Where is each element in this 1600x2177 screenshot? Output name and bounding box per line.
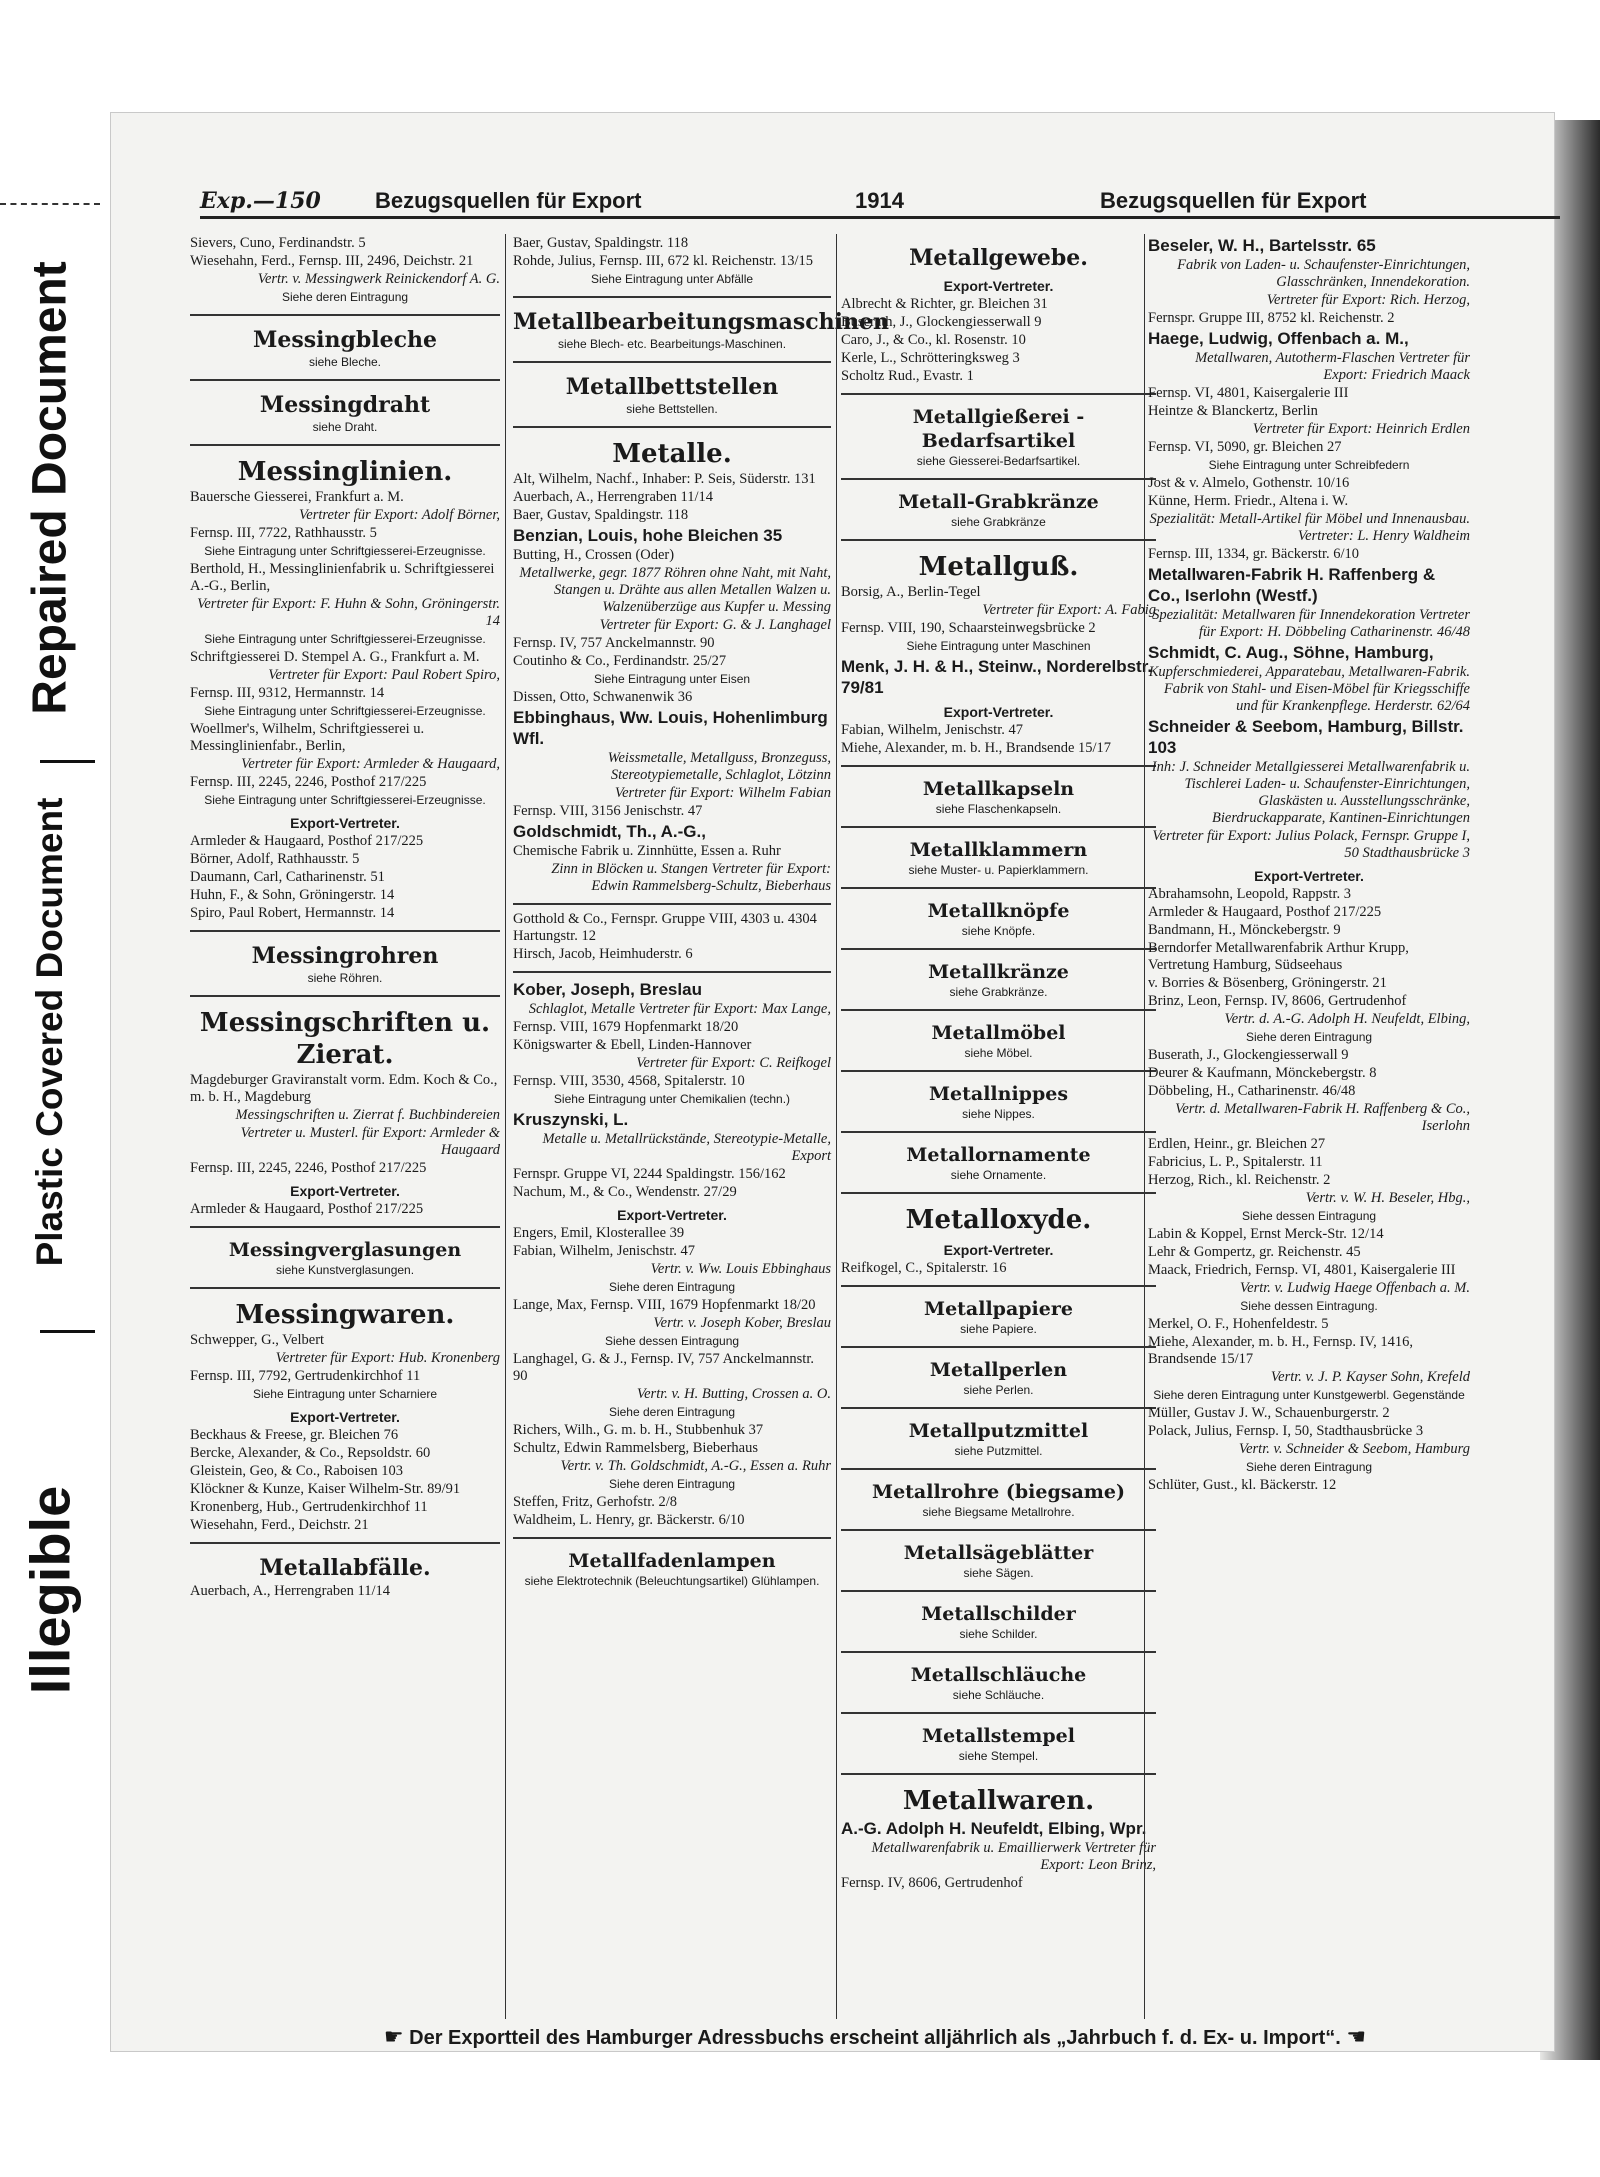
directory-entry: Caro, J., & Co., kl. Rosenstr. 10 [841,332,1026,348]
column-1 [190,234,500,2009]
cross-reference: Siehe Eintragung unter Maschinen [906,639,1091,653]
cross-reference: Siehe Eintragung unter Schreibfedern [1208,458,1410,472]
sidebar [0,0,100,2177]
export-representatives-heading: Export-Vertreter. [943,1242,1054,1258]
section-heading: Metallbearbeitungsmaschinen [513,309,890,335]
section-heading: Metallkränze [928,961,1069,983]
section-rule [841,1070,1156,1072]
header-rule [200,216,1560,219]
column-3 [841,234,1156,2009]
directory-entry: Schriftgiesserei D. Stempel A. G., Frankfurt a. M. [190,649,480,665]
cross-reference: Siehe deren Eintragung [608,1280,736,1294]
header-right-title: Bezugsquellen für Export [1100,188,1367,213]
directory-entry: Polack, Julius, Fernsp. I, 50, Stadthausbrücke 3 [1148,1423,1424,1439]
directory-entry: Schwepper, G., Velbert [190,1332,325,1348]
directory-entry: Albrecht & Richter, gr. Bleichen 31 [841,296,1048,312]
section-rule [513,1537,831,1539]
directory-entry: Chemische Fabrik u. Zinnhütte, Essen a. Ruhr [513,843,781,859]
section-heading: Messingschriften u. Zierat. [199,1008,491,1070]
cross-reference: Siehe deren Eintragung [1245,1460,1373,1474]
directory-entry: Armleder & Haugaard, Posthof 217/225 [190,833,424,849]
section-heading: Metallbettstellen [565,374,779,400]
section-rule [841,393,1156,395]
section-rule [841,1590,1156,1592]
export-representatives-heading: Export-Vertreter. [943,704,1054,720]
section-rule [841,1773,1156,1775]
directory-entry: Lehr & Gompertz, gr. Reichenstr. 45 [1148,1244,1361,1260]
directory-entry: Bercke, Alexander, & Co., Repsoldstr. 60 [190,1445,431,1461]
entry-detail: Vertr. v. Joseph Kober, Breslau [653,1315,831,1331]
directory-entry: Abrahamsohn, Leopold, Rappstr. 3 [1148,886,1351,902]
directory-entry: Fernsp. III, 7722, Rathhausstr. 5 [190,525,377,541]
directory-entry: Beckhaus & Freese, gr. Bleichen 76 [190,1427,399,1443]
directory-entry: Rohde, Julius, Fernsp. III, 672 kl. Reichenstr. 13/15 [513,253,814,269]
directory-entry: Woellmer's, Wilhelm, Schriftgiesserei u. Messinglinienfabr., Berlin, [190,721,425,754]
illegible-label: Illegible [18,1485,82,1695]
cross-reference: siehe Biegsame Metallrohre. [922,1505,1075,1519]
directory-entry: Lange, Max, Fernsp. VIII, 1679 Hopfenmarkt 18/20 [513,1297,816,1313]
section-heading: Metallnippes [928,1083,1069,1105]
entry-detail: Vertreter für Export: Armleder & Haugaard, [241,756,500,772]
section-rule [190,1542,500,1544]
entry-detail: Metallwaren, Autotherm-Flaschen Vertreter für Export: Friedrich Maack [1195,350,1470,383]
directory-entry: Künne, Herm. Friedr., Altena i. W. [1148,493,1349,509]
section-heading: Metallkapseln [922,778,1075,800]
section-rule [841,826,1156,828]
section-heading: Metallschilder [921,1603,1076,1625]
directory-entry: Alt, Wilhelm, Nachf., Inhaber: P. Seis, Süderstr. 131 [513,471,816,487]
cross-reference: siehe Sägen. [963,1566,1034,1580]
directory-entry: Fernsp. III, 7792, Gertrudenkirchhof 11 [190,1368,421,1384]
directory-entry: Fernsp. VIII, 190, Schaarsteinwegsbrücke 2 [841,620,1096,636]
directory-entry: Fernsp. VI, 5090, gr. Bleichen 27 [1148,439,1342,455]
directory-entry: Brinz, Leon, Fernsp. IV, 8606, Gertrudenhof [1148,993,1407,1009]
section-rule [841,1651,1156,1653]
cross-reference: siehe Bettstellen. [626,402,718,416]
directory-entry: Fernsp. III, 2245, 2246, Posthof 217/225 [190,1160,427,1176]
featured-entry: Haege, Ludwig, Offenbach a. M., [1148,329,1409,348]
section-heading: Metallklammern [909,839,1088,861]
directory-entry: Butting, H., Crossen (Oder) [513,547,675,563]
directory-entry: Auerbach, A., Herrengraben 11/14 [513,489,713,505]
cross-reference: siehe Knöpfe. [961,924,1036,938]
directory-entry: Berthold, H., Messinglinienfabrik u. Schriftgiesserei A.-G., Berlin, [190,561,495,594]
entry-detail: Vertr. d. A.-G. Adolph H. Neufeldt, Elbing, [1224,1011,1470,1027]
directory-entry: Fernsp. III, 9312, Hermannstr. 14 [190,685,385,701]
section-heading: Metallpapiere [924,1298,1073,1320]
entry-detail: Schlaglot, Metalle Vertreter für Export: Max Lange, [528,1001,831,1017]
directory-entry: Königswarter & Ebell, Linden-Hannover [513,1037,752,1053]
directory-entry: Dissen, Otto, Schwanenwik 36 [513,689,693,705]
featured-entry: Benzian, Louis, hohe Bleichen 35 [513,526,783,545]
entry-detail: Messingschriften u. Zierrat f. Buchbindereien [235,1107,500,1123]
plastic-covered-label: Plastic Covered Document [29,797,70,1267]
section-rule [841,1407,1156,1409]
directory-entry: Wiesehahn, Ferd., Deichstr. 21 [190,1517,369,1533]
cross-reference: siehe Blech- etc. Bearbeitungs-Maschinen. [557,337,787,351]
directory-entry: Fernsp. VI, 4801, Kaisergalerie III [1148,385,1349,401]
header-left-title: Bezugsquellen für Export [375,188,642,213]
section-rule [841,539,1156,541]
featured-entry: Kruszynski, L. [513,1110,629,1129]
page-header [200,182,1560,216]
cross-reference: siehe Ornamente. [950,1168,1047,1182]
cross-reference: Siehe Eintragung unter Abfälle [590,272,754,286]
entry-detail: Vertr. v. H. Butting, Crossen a. O. [636,1386,831,1402]
entry-detail: Spezialität: Metall-Artikel für Möbel und Innenausbau. Vertreter: L. Henry Waldheim [1149,511,1470,544]
cross-reference: siehe Stempel. [958,1749,1039,1763]
directory-entry: Magdeburger Graviranstalt vorm. Edm. Koch & Co., m. b. H., Magdeburg [190,1072,498,1105]
section-rule [841,1346,1156,1348]
directory-entry: Huhn, F., & Sohn, Gröningerstr. 14 [190,887,395,903]
cross-reference: siehe Giesserei-Bedarfsartikel. [916,454,1081,468]
directory-entry: Klöckner & Kunze, Kaiser Wilhelm-Str. 89/91 [190,1481,461,1497]
entry-detail: Vertr. v. Ludwig Haege Offenbach a. M. [1239,1280,1470,1296]
directory-entry: Kronenberg, Hub., Gertrudenkirchhof 11 [190,1499,428,1515]
scanned-page [110,112,1555,2052]
entry-detail: Metallwerke, gegr. 1877 Röhren ohne Naht, mit Naht, Stangen u. Drähte aus allen Metallen Walzen u. Walzenüberzüge aus Kupfer u. Messing [519,565,831,615]
section-heading: Metallstempel [922,1725,1075,1747]
directory-entry: Engers, Emil, Klosterallee 39 [513,1225,685,1241]
section-heading: Metall-Grabkränze [898,491,1099,513]
section-heading: Metallsägeblätter [903,1542,1094,1564]
cross-reference: siehe Flaschenkapseln. [935,802,1062,816]
section-heading: Metalloxyde. [905,1205,1092,1235]
section-heading: Metallguß. [918,552,1079,582]
entry-detail: Vertr. v. J. P. Kayser Sohn, Krefeld [1270,1369,1470,1385]
featured-entry: Schmidt, C. Aug., Söhne, Hamburg, [1148,643,1434,662]
entry-detail: Vertreter für Export: Heinrich Erdlen [1252,421,1470,437]
directory-entry: Fernspr. Gruppe III, 8752 kl. Reichenstr. 2 [1148,310,1395,326]
section-rule [513,296,831,298]
section-rule [841,1131,1156,1133]
cross-reference: Siehe Eintragung unter Schriftgiesserei-Erzeugnisse. [204,544,486,558]
footer-text: Der Exportteil des Hamburger Adressbuchs erscheint alljährlich als „Jahrbuch f. d. Ex- u. Import“. [409,2027,1341,2049]
directory-entry: Herzog, Rich., kl. Reichenstr. 2 [1148,1172,1331,1188]
featured-entry: A.-G. Adolph H. Neufeldt, Elbing, Wpr. [841,1819,1147,1838]
directory-entry: Waldheim, L. Henry, gr. Bäckerstr. 6/10 [513,1512,745,1528]
featured-entry: Beseler, W. H., Bartelsstr. 65 [1148,236,1376,255]
cross-reference: Siehe Eintragung unter Schriftgiesserei-Erzeugnisse. [204,793,486,807]
section-rule [841,1285,1156,1287]
entry-detail: Zinn in Blöcken u. Stangen Vertreter für Export: Edwin Rammelsberg-Schultz, Bieberhaus [551,861,831,894]
directory-entry: Fabian, Wilhelm, Jenischstr. 47 [513,1243,695,1259]
entry-detail: Spezialität: Metallwaren für Innendekoration Vertreter für Export: H. Döbbeling Catharinenstr. 46/48 [1152,607,1470,640]
entry-detail: Vertr. v. W. H. Beseler, Hbg., [1305,1190,1470,1206]
entry-detail: Vertr. v. Schneider & Seebom, Hamburg [1238,1441,1470,1457]
entry-detail: Inh: J. Schneider Metallgiesserei Metallwarenfabrik u. Tischlerei Laden- u. Schaufenster-Einrichtungen, Glaskästen u. Ausstellungsschränke, Bierdruckapparate, Kantinen-Einrichtungen [1151,759,1470,826]
section-heading: Metallgewebe. [909,245,1088,271]
cross-reference: Siehe dessen Eintragung [1241,1209,1377,1223]
section-heading: Metallgießerei - Bedarfsartikel [912,406,1085,452]
cross-reference: Siehe Eintragung unter Eisen [593,672,751,686]
directory-entry: Richers, Wilh., G. m. b. H., Stubbenhuk 37 [513,1422,764,1438]
cross-reference: Siehe dessen Eintragung [604,1334,740,1348]
directory-entry: Fernsp. VIII, 3156 Jenischstr. 47 [513,803,703,819]
dashed-divider [0,203,100,205]
directory-entry: Reifkogel, C., Spitalerstr. 16 [841,1260,1007,1276]
directory-entry: Maack, Friedrich, Fernsp. VI, 4801, Kaisergalerie III [1148,1262,1456,1278]
page-number: Exp.—150 [200,188,321,214]
directory-entry: Gotthold & Co., Fernspr. Gruppe VIII, 4303 u. 4304 Hartungstr. 12 [513,911,817,944]
repaired-document-label: Repaired Document [23,261,77,715]
directory-entry: Schlüter, Gust., kl. Bäckerstr. 12 [1148,1477,1337,1493]
cross-reference: Siehe Eintragung unter Chemikalien (techn.) [553,1092,791,1106]
directory-entry: Fernsp. III, 2245, 2246, Posthof 217/225 [190,774,427,790]
section-heading: Messingdraht [259,392,431,418]
directory-entry: Bauersche Giesserei, Frankfurt a. M. [190,489,404,505]
entry-detail: Fabrik von Laden- u. Schaufenster-Einrichtungen, Glasschränken, Innendekoration. [1177,257,1470,290]
header-year: 1914 [855,188,904,213]
column-rule [1144,234,1145,2019]
section-heading: Metallabfälle. [259,1555,431,1581]
section-rule [513,426,831,428]
cross-reference: siehe Grabkränze [951,515,1046,529]
directory-entry: Daumann, Carl, Catharinenstr. 51 [190,869,385,885]
section-heading: Metallschläuche [910,1664,1087,1686]
export-representatives-heading: Export-Vertreter. [617,1207,727,1223]
section-heading: Metallperlen [929,1359,1068,1381]
cross-reference: Siehe deren Eintragung unter Kunstgewerbl. Gegenstände [1153,1388,1465,1402]
cross-reference: siehe Grabkränze. [949,985,1048,999]
directory-entry: Fabricius, L. P., Spitalerstr. 11 [1148,1154,1323,1170]
section-heading: Messingrohren [251,943,439,969]
cross-reference: Siehe deren Eintragung [281,290,409,304]
section-rule [513,971,831,973]
entry-detail: Metallwarenfabrik u. Emaillierwerk Vertreter für Export: Leon Brinz, [871,1840,1156,1873]
directory-entry: Spiro, Paul Robert, Hermannstr. 14 [190,905,395,921]
directory-entry: Merkel, O. F., Hohenfeldestr. 5 [1148,1316,1329,1332]
directory-entry: Bandmann, H., Mönckebergstr. 9 [1148,922,1341,938]
directory-entry: Fernsp. VIII, 3530, 4568, Spitalerstr. 10 [513,1073,745,1089]
section-heading: Metallornamente [906,1144,1091,1166]
directory-entry: Baer, Gustav, Spaldingstr. 118 [513,507,689,523]
directory-entry: Fabian, Wilhelm, Jenischstr. 47 [841,722,1023,738]
featured-entry: Ebbinghaus, Ww. Louis, Hohenlimburg Wfl. [513,708,828,748]
cross-reference: siehe Draht. [312,420,378,434]
cross-reference: siehe Nippes. [962,1107,1035,1121]
export-representatives-heading: Export-Vertreter. [1254,868,1364,884]
directory-entry: Sievers, Cuno, Ferdinandstr. 5 [190,235,366,251]
section-rule [190,930,500,932]
entry-detail: Vertr. v. Th. Goldschmidt, A.-G., Essen a. Ruhr [560,1458,831,1474]
section-heading: Messingwaren. [235,1300,455,1330]
directory-entry: Fernsp. VIII, 1679 Hopfenmarkt 18/20 [513,1019,739,1035]
column-rule [836,234,837,2019]
entry-detail: Vertr. v. Ww. Louis Ebbinghaus [650,1261,831,1277]
export-representatives-heading: Export-Vertreter. [943,278,1054,294]
section-rule [841,887,1156,889]
section-heading: Metallknöpfe [927,900,1070,922]
entry-detail: Kupferschmiederei, Apparatebau, Metallwaren-Fabrik. Fabrik von Stahl- und Eisen-Möbel für Kriegsschiffe und für Krankenpflege. Herderstr. 62/64 [1148,664,1470,714]
pointing-hand-icon: ☚ [1346,2024,1367,2049]
section-rule [513,903,831,905]
section-rule [841,765,1156,767]
directory-entry: Fernsp. IV, 8606, Gertrudenhof [841,1875,1023,1891]
section-rule [841,1468,1156,1470]
sidebar-separator [40,760,95,763]
pointing-hand-icon: ☛ [383,2024,404,2049]
section-rule [190,995,500,997]
sidebar-separator [40,1330,95,1333]
entry-detail: Vertreter für Export: G. & J. Langhagel [599,617,831,633]
section-rule [190,444,500,446]
section-rule [841,1009,1156,1011]
cross-reference: siehe Bleche. [308,355,382,369]
entry-detail: Vertreter für Export: Wilhelm Fabian [614,785,831,801]
cross-reference: Siehe Eintragung unter Schriftgiesserei-Erzeugnisse. [204,704,486,718]
directory-entry: Jost & v. Almelo, Gothenstr. 10/16 [1148,475,1350,491]
directory-entry: Buserath, J., Glockengiesserwall 9 [841,314,1042,330]
section-heading: Messingverglasungen [228,1239,462,1261]
featured-entry: Metallwaren-Fabrik H. Raffenberg & Co., Iserlohn (Westf.) [1148,565,1436,605]
cross-reference: siehe Elektrotechnik (Beleuchtungsartikel) Glühlampen. [524,1574,820,1588]
directory-entry: Berndorfer Metallwarenfabrik Arthur Krupp, Vertretung Hamburg, Südseehaus [1148,940,1409,973]
entry-detail: Vertr. d. Metallwaren-Fabrik H. Raffenberg & Co., Iserlohn [1175,1101,1470,1134]
cross-reference: siehe Schläuche. [952,1688,1045,1702]
export-representatives-heading: Export-Vertreter. [290,1409,400,1425]
cross-reference: siehe Perlen. [963,1383,1034,1397]
section-heading: Metallputzmittel [908,1420,1089,1442]
section-heading: Metallmöbel [931,1022,1066,1044]
directory-entry: Erdlen, Heinr., gr. Bleichen 27 [1148,1136,1326,1152]
cross-reference: siehe Papiere. [960,1322,1037,1336]
directory-entry: Börner, Adolf, Rathhausstr. 5 [190,851,360,867]
directory-entry: Kerle, L., Schrötteringksweg 3 [841,350,1020,366]
entry-detail: Vertreter für Export: C. Reifkogel [636,1055,831,1071]
directory-entry: Borsig, A., Berlin-Tegel [841,584,981,600]
entry-detail: Vertreter für Export: Adolf Börner, [299,507,500,523]
directory-entry: Fernsp. IV, 757 Anckelmannstr. 90 [513,635,715,651]
featured-entry: Menk, J. H. & H., Steinw., Norderelbstr. 79/81 [841,657,1153,697]
directory-entry: Fernspr. Gruppe VI, 2244 Spaldingstr. 156/162 [513,1166,786,1182]
entry-detail: Vertreter für Export: F. Huhn & Sohn, Gröningerstr. 14 [197,596,500,629]
directory-entry: Steffen, Fritz, Gerhofstr. 2/8 [513,1494,678,1510]
directory-entry: Buserath, J., Glockengiesserwall 9 [1148,1047,1349,1063]
entry-detail: Vertreter für Export: Paul Robert Spiro, [268,667,500,683]
directory-entry: Nachum, M., & Co., Wendenstr. 27/29 [513,1184,737,1200]
column-2 [513,234,890,2009]
section-rule [841,948,1156,950]
directory-entry: Langhagel, G. & J., Fernsp. IV, 757 Anckelmannstr. 90 [513,1351,814,1384]
section-rule [841,478,1156,480]
directory-entry: Gleistein, Geo, & Co., Raboisen 103 [190,1463,404,1479]
cross-reference: Siehe Eintragung unter Scharniere [252,1387,438,1401]
entry-detail: Vertreter für Export: A. Fabig [982,602,1156,618]
cross-reference: Siehe deren Eintragung [608,1477,736,1491]
section-rule [190,379,500,381]
cross-reference: siehe Kunstverglasungen. [275,1263,415,1277]
cross-reference: siehe Röhren. [307,971,383,985]
directory-entry: Armleder & Haugaard, Posthof 217/225 [1148,904,1382,920]
directory-entry: Wiesehahn, Ferd., Fernsp. III, 2496, Deichstr. 21 [190,253,474,269]
cross-reference: siehe Schilder. [959,1627,1038,1641]
directory-entry: v. Borries & Bösenberg, Gröningerstr. 21 [1148,975,1387,991]
section-heading: Messingbleche [253,327,437,353]
page-footer [190,2024,1560,2050]
featured-entry: Kober, Joseph, Breslau [513,980,702,999]
directory-entry: Fernsp. III, 1334, gr. Bäckerstr. 6/10 [1148,546,1360,562]
directory-entry: Auerbach, A., Herrengraben 11/14 [190,1583,390,1599]
directory-entry: Coutinho & Co., Ferdinandstr. 25/27 [513,653,727,669]
directory-entry: Döbbeling, H., Catharinenstr. 46/48 [1148,1083,1356,1099]
featured-entry: Goldschmidt, Th., A.-G., [513,822,706,841]
section-heading: Messinglinien. [237,457,453,487]
export-representatives-heading: Export-Vertreter. [290,815,400,831]
cross-reference: Siehe deren Eintragung [608,1405,736,1419]
section-heading: Metallfadenlampen [568,1550,776,1572]
section-rule [190,1287,500,1289]
section-rule [841,1529,1156,1531]
section-rule [513,361,831,363]
entry-detail: Vertreter für Export: Rich. Herzog, [1266,292,1470,308]
entry-detail: Weissmetalle, Metallguss, Bronzeguss, Stereotypiemetalle, Schlaglot, Lötzinn [607,750,831,783]
entry-detail: Vertr. v. Messingwerk Reinickendorf A. G. [257,271,500,287]
directory-entry: Miehe, Alexander, m. b. H., Brandsende 15/17 [841,740,1112,756]
directory-entry: Schultz, Edwin Rammelsberg, Bieberhaus [513,1440,758,1456]
directory-entry: Armleder & Haugaard, Posthof 217/225 [190,1201,424,1217]
cross-reference: Siehe dessen Eintragung. [1240,1299,1378,1313]
directory-entry: Müller, Gustav J. W., Schauenburgerstr. 2 [1148,1405,1390,1421]
section-rule [841,1712,1156,1714]
cross-reference: Siehe deren Eintragung [1245,1030,1373,1044]
cross-reference: siehe Muster- u. Papierklammern. [908,863,1089,877]
directory-entry: Deurer & Kaufmann, Mönckebergstr. 8 [1148,1065,1377,1081]
entry-detail: Vertreter u. Musterl. für Export: Armleder & Haugaard [240,1125,500,1158]
entry-detail: Vertreter für Export: Julius Polack, Fernspr. Gruppe I, 50 Stadthausbrücke 3 [1152,828,1470,861]
section-heading: Metallwaren. [902,1786,1095,1816]
directory-entry: Heintze & Blanckertz, Berlin [1148,403,1318,419]
section-rule [190,314,500,316]
cross-reference: siehe Putzmittel. [954,1444,1043,1458]
column-4 [1148,234,1470,2009]
directory-entry: Scholtz Rud., Evastr. 1 [841,368,974,384]
column-rule [505,234,506,2019]
section-rule [190,1226,500,1228]
section-heading: Metallrohre (biegsame) [872,1481,1125,1503]
entry-detail: Vertreter für Export: Hub. Kronenberg [275,1350,500,1366]
cross-reference: siehe Möbel. [964,1046,1033,1060]
entry-detail: Metalle u. Metallrückstände, Stereotypie-Metalle, Export [542,1131,831,1164]
directory-entry: Hirsch, Jacob, Heimhuderstr. 6 [513,946,693,962]
directory-entry: Miehe, Alexander, m. b. H., Fernsp. IV, 1416, Brandsende 15/17 [1148,1334,1413,1367]
section-heading: Metalle. [612,439,732,469]
featured-entry: Schneider & Seebom, Hamburg, Billstr. 103 [1148,717,1464,757]
export-representatives-heading: Export-Vertreter. [290,1183,400,1199]
directory-entry: Baer, Gustav, Spaldingstr. 118 [513,235,689,251]
section-rule [841,1192,1156,1194]
directory-entry: Labin & Koppel, Ernst Merck-Str. 12/14 [1148,1226,1384,1242]
cross-reference: Siehe Eintragung unter Schriftgiesserei-Erzeugnisse. [204,632,486,646]
